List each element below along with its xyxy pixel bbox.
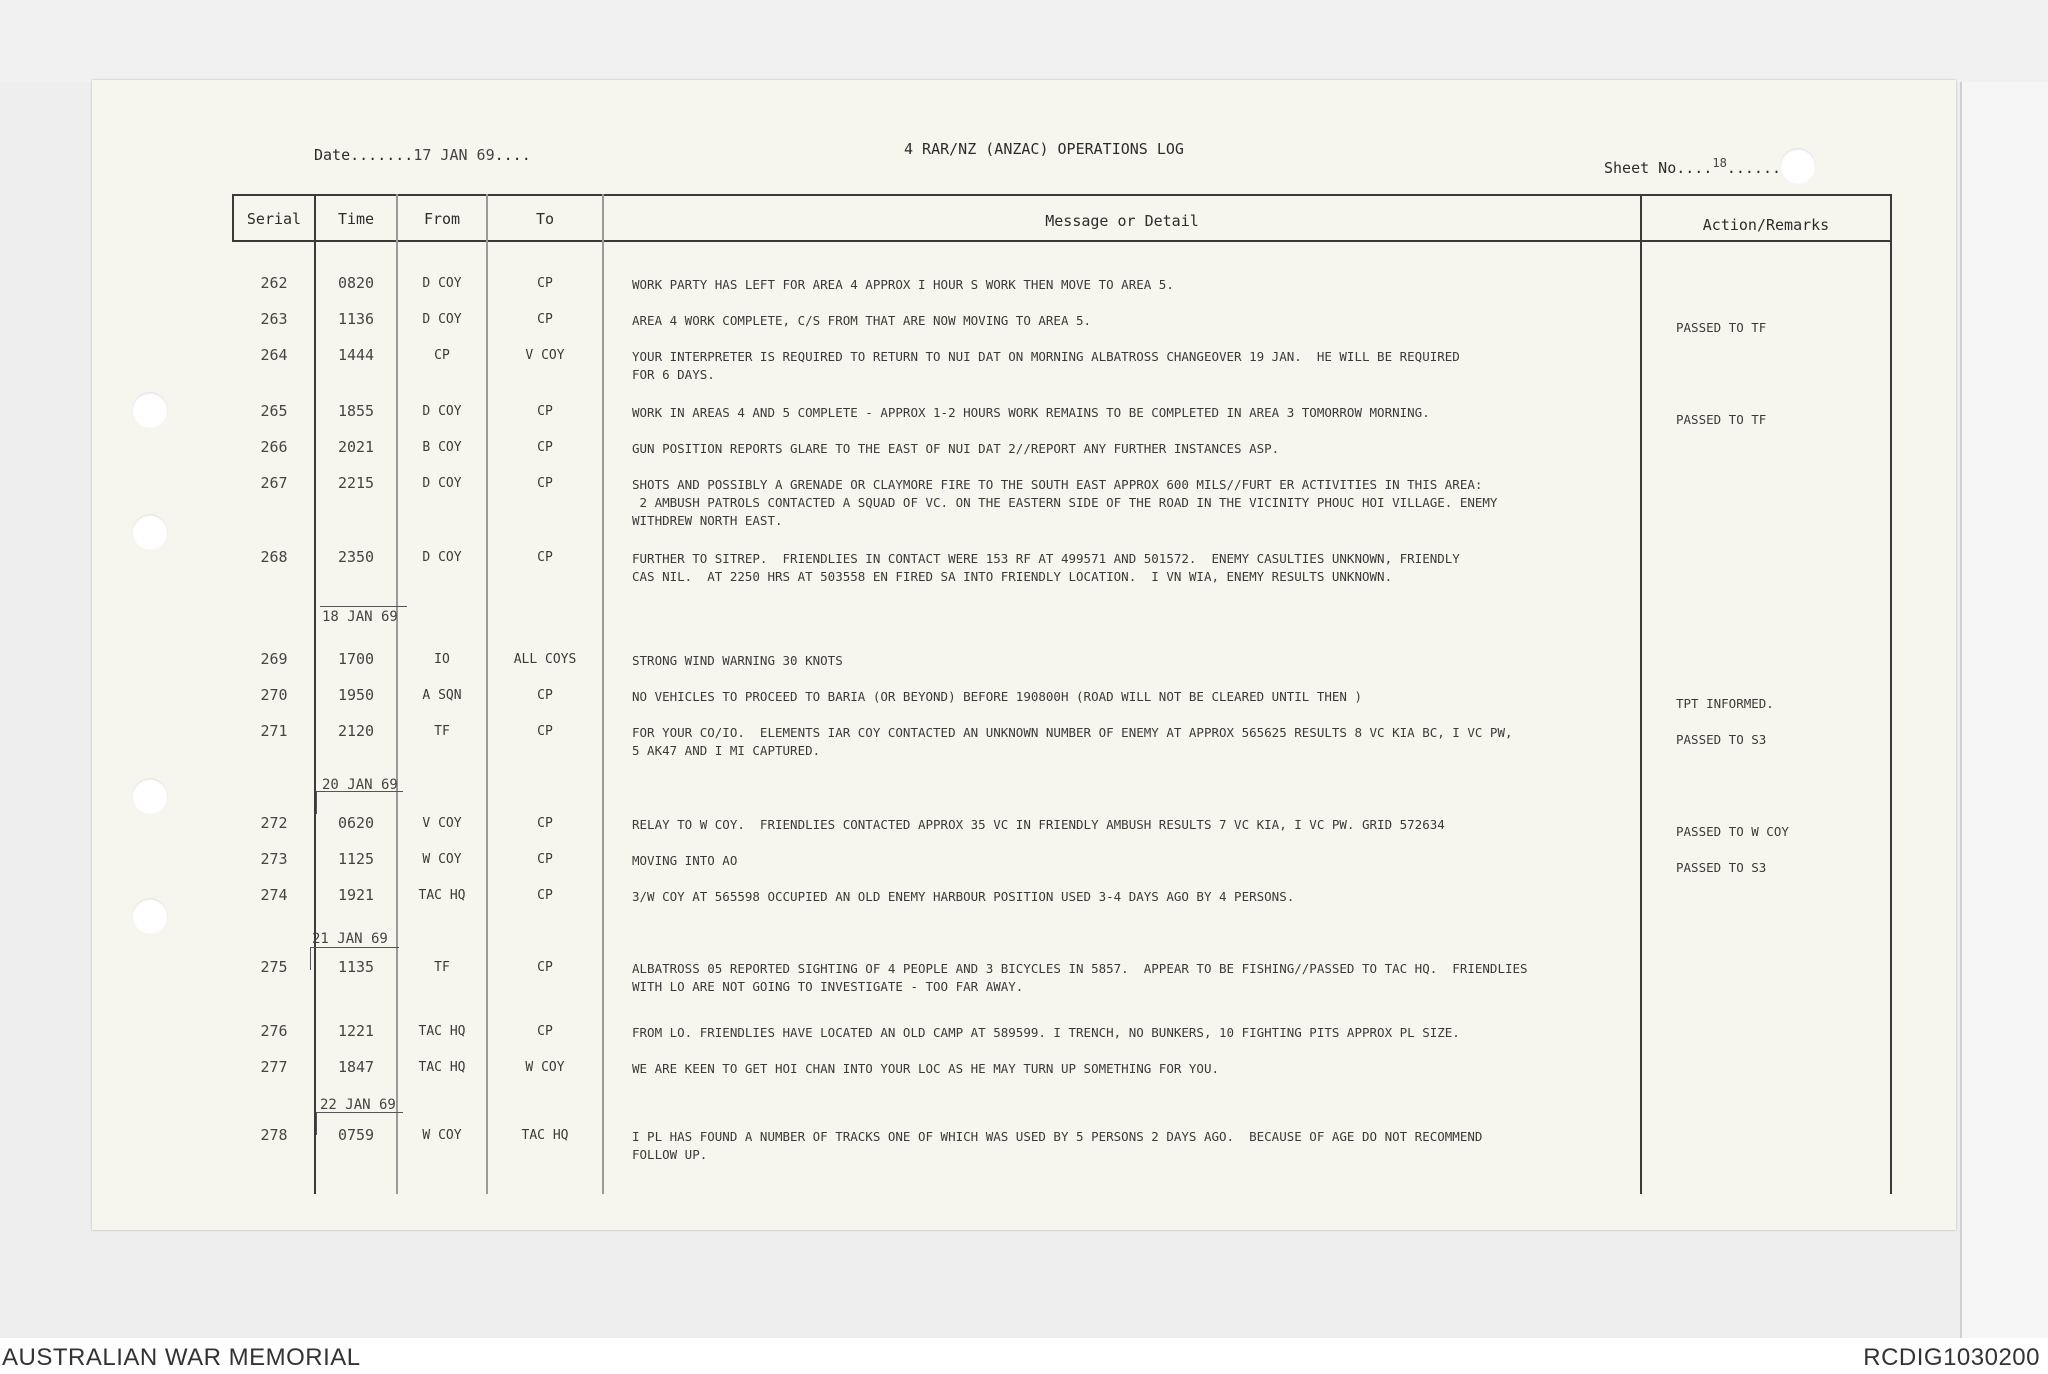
- entry-to: CP: [537, 476, 553, 491]
- entry-serial: 269: [260, 650, 288, 668]
- entry-time: 0820: [337, 274, 375, 292]
- entry-from: TF: [434, 960, 450, 975]
- punch-hole: [1780, 148, 1816, 184]
- entry-remark: PASSED TO S3: [1676, 860, 1767, 875]
- entry-to: CP: [537, 888, 553, 903]
- entry-serial: 266: [260, 438, 288, 456]
- entry-from: A SQN: [422, 688, 462, 703]
- entry-time: 0620: [337, 814, 375, 832]
- entry-serial: 264: [260, 346, 288, 364]
- entry-from: D COY: [422, 550, 462, 565]
- entry-serial: 272: [260, 814, 288, 832]
- entry-serial: 278: [260, 1126, 288, 1144]
- entry-message: 3/W COY AT 565598 OCCUPIED AN OLD ENEMY HARBOUR POSITION USED 3-4 DAYS AGO BY 4 PERSONS.: [632, 889, 1295, 904]
- column-divider: [1640, 194, 1642, 1194]
- entry-message: ALBATROSS 05 REPORTED SIGHTING OF 4 PEOPLE AND 3 BICYCLES IN 5857. APPEAR TO BE FISHING//PASSED TO TAC HQ. FRIENDLIES WITH LO ARE NOT GOING TO INVESTIGATE - TOO FAR AWAY.: [632, 961, 1528, 994]
- entry-time: 1855: [337, 402, 375, 420]
- entry-from: V COY: [422, 816, 462, 831]
- entry-message: GUN POSITION REPORTS GLARE TO THE EAST OF NUI DAT 2//REPORT ANY FURTHER INSTANCES ASP.: [632, 441, 1280, 456]
- entry-from: TAC HQ: [418, 888, 466, 903]
- column-header-time: Time: [337, 210, 375, 228]
- entry-serial: 276: [260, 1022, 288, 1040]
- entry-to: TAC HQ: [521, 1128, 569, 1143]
- entry-from: D COY: [422, 476, 462, 491]
- archive-credit: AUSTRALIAN WAR MEMORIAL: [2, 1344, 361, 1371]
- entry-time: 1136: [337, 310, 375, 328]
- entry-remark: PASSED TO TF: [1676, 320, 1767, 335]
- entry-serial: 268: [260, 548, 288, 566]
- entry-from: IO: [434, 652, 450, 667]
- entry-message: YOUR INTERPRETER IS REQUIRED TO RETURN TO NUI DAT ON MORNING ALBATROSS CHANGEOVER 19 JAN. HE WILL BE REQUIRED FOR 6 DAYS.: [632, 349, 1460, 382]
- punch-hole: [132, 392, 168, 428]
- entry-serial: 277: [260, 1058, 288, 1076]
- archive-reference: RCDIG1030200: [1863, 1344, 2040, 1371]
- date-label: Date.......: [314, 146, 414, 164]
- entry-to: CP: [537, 688, 553, 703]
- sheet-label: Sheet No.: [1604, 159, 1686, 177]
- entry-to: CP: [537, 276, 553, 291]
- date-separator: 20 JAN 69: [322, 777, 398, 793]
- entry-time: 1125: [337, 850, 375, 868]
- entry-remark: PASSED TO W COY: [1676, 824, 1789, 839]
- entry-message: WE ARE KEEN TO GET HOI CHAN INTO YOUR LOC AS HE MAY TURN UP SOMETHING FOR YOU.: [632, 1061, 1219, 1076]
- date-separator: 21 JAN 69: [312, 931, 388, 947]
- entry-serial: 274: [260, 886, 288, 904]
- entry-to: CP: [537, 1024, 553, 1039]
- entry-to: ALL COYS: [513, 652, 577, 667]
- scan-background-top: [0, 0, 2048, 82]
- punch-hole: [132, 778, 168, 814]
- date-separator-bracket: [316, 791, 403, 814]
- entry-serial: 273: [260, 850, 288, 868]
- entry-message: RELAY TO W COY. FRIENDLIES CONTACTED APPROX 35 VC IN FRIENDLY AMBUSH RESULTS 7 VC KIA, I VC PW. GRID 572634: [632, 817, 1445, 832]
- entry-from: TAC HQ: [418, 1060, 466, 1075]
- entry-message: SHOTS AND POSSIBLY A GRENADE OR CLAYMORE FIRE TO THE SOUTH EAST APPROX 600 MILS//FURT ER ACTIVITIES IN THIS AREA: 2 AMBUSH PATROLS CONTACTED A SQUAD OF VC. ON THE EASTERN SIDE OF THE ROAD IN THE VICINITY PHOUC HOI VILLAGE. ENEMY WITHDREW NORTH EAST.: [632, 477, 1498, 528]
- entry-from: D COY: [422, 276, 462, 291]
- entry-message: FURTHER TO SITREP. FRIENDLIES IN CONTACT WERE 153 RF AT 499571 AND 501572. ENEMY CASULTIES UNKNOWN, FRIENDLY CAS NIL. AT 2250 HRS AT 503558 EN FIRED SA INTO FRIENDLY LOCATION. I VN WIA, ENEMY RESULTS UNKNOWN.: [632, 551, 1460, 584]
- table-right-border: [1890, 194, 1892, 1194]
- column-divider: [602, 194, 604, 1194]
- entry-from: B COY: [422, 440, 462, 455]
- entry-message: I PL HAS FOUND A NUMBER OF TRACKS ONE OF WHICH WAS USED BY 5 PERSONS 2 DAYS AGO. BECAUSE OF AGE DO NOT RECOMMEND FOLLOW UP.: [632, 1129, 1483, 1162]
- date-separator-bracket: [316, 1112, 403, 1135]
- entry-from: TAC HQ: [418, 1024, 466, 1039]
- entry-message: AREA 4 WORK COMPLETE, C/S FROM THAT ARE NOW MOVING TO AREA 5.: [632, 313, 1092, 328]
- date-separator: 22 JAN 69: [320, 1097, 396, 1113]
- entry-time: 1921: [337, 886, 375, 904]
- entry-from: W COY: [422, 1128, 462, 1143]
- entry-from: D COY: [422, 312, 462, 327]
- scan-edge-line: [1960, 82, 1962, 1338]
- operations-log-sheet: [92, 80, 1956, 1230]
- entry-time: 2120: [337, 722, 375, 740]
- entry-time: 2021: [337, 438, 375, 456]
- entry-time: 0759: [337, 1126, 375, 1144]
- date-separator-underline: [320, 606, 407, 607]
- entry-serial: 270: [260, 686, 288, 704]
- entry-to: CP: [537, 852, 553, 867]
- date-value: 17 JAN 69: [413, 146, 495, 164]
- entry-from: D COY: [422, 404, 462, 419]
- column-header-from: From: [423, 210, 461, 228]
- entry-message: NO VEHICLES TO PROCEED TO BARIA (OR BEYOND) BEFORE 190800H (ROAD WILL NOT BE CLEARED UNTIL THEN ): [632, 689, 1362, 704]
- log-title: 4 RAR/NZ (ANZAC) OPERATIONS LOG: [904, 140, 1184, 158]
- sheet-number-field: Sheet No....$^{18}$......: [1604, 156, 1782, 177]
- entry-to: V COY: [525, 348, 565, 363]
- entry-message: WORK PARTY HAS LEFT FOR AREA 4 APPROX I HOUR S WORK THEN MOVE TO AREA 5.: [632, 277, 1174, 292]
- scan-right-edge: [1962, 82, 2048, 1338]
- entry-message: WORK IN AREAS 4 AND 5 COMPLETE - APPROX 1-2 HOURS WORK REMAINS TO BE COMPLETED IN AREA 3 TOMORROW MORNING.: [632, 405, 1430, 420]
- entry-to: CP: [537, 440, 553, 455]
- column-header-message: Message or Detail: [1045, 212, 1199, 230]
- entry-from: TF: [434, 724, 450, 739]
- date-separator: 18 JAN 69: [322, 609, 398, 625]
- entry-to: CP: [537, 816, 553, 831]
- entry-time: 1847: [337, 1058, 375, 1076]
- date-field: Date.......17 JAN 69....: [314, 146, 531, 164]
- entry-to: CP: [537, 960, 553, 975]
- sheet-value: 18: [1712, 156, 1727, 170]
- entry-time: 1444: [337, 346, 375, 364]
- entry-message: MOVING INTO AO: [632, 853, 738, 868]
- punch-hole: [132, 514, 168, 550]
- entry-time: 1950: [337, 686, 375, 704]
- entry-to: CP: [537, 550, 553, 565]
- column-header-serial: Serial: [246, 210, 302, 228]
- entry-remark: PASSED TO TF: [1676, 412, 1767, 427]
- entry-to: CP: [537, 404, 553, 419]
- entry-to: W COY: [525, 1060, 565, 1075]
- column-header-remarks: Action/Remarks: [1702, 216, 1830, 234]
- entry-to: CP: [537, 724, 553, 739]
- table-header-border: [232, 240, 1892, 242]
- date-separator-bracket: [310, 947, 399, 970]
- entry-serial: 267: [260, 474, 288, 492]
- table-top-border: [232, 194, 1892, 196]
- entry-from: W COY: [422, 852, 462, 867]
- entry-time: 1221: [337, 1022, 375, 1040]
- entry-remark: PASSED TO S3: [1676, 732, 1767, 747]
- entry-serial: 265: [260, 402, 288, 420]
- entry-time: 1135: [337, 958, 375, 976]
- column-header-to: To: [535, 210, 555, 228]
- entry-message: FOR YOUR CO/IO. ELEMENTS IAR COY CONTACTED AN UNKNOWN NUMBER OF ENEMY AT APPROX 565625 RESULTS 8 VC KIA BC, I VC PW, 5 AK47 AND I MI CAPTURED.: [632, 725, 1513, 758]
- entry-serial: 262: [260, 274, 288, 292]
- entry-time: 2350: [337, 548, 375, 566]
- entry-from: CP: [434, 348, 450, 363]
- entry-serial: 263: [260, 310, 288, 328]
- entry-remark: TPT INFORMED.: [1676, 696, 1774, 711]
- entry-serial: 275: [260, 958, 288, 976]
- entry-message: STRONG WIND WARNING 30 KNOTS: [632, 653, 843, 668]
- entry-serial: 271: [260, 722, 288, 740]
- entry-to: CP: [537, 312, 553, 327]
- punch-hole: [132, 898, 168, 934]
- entry-time: 1700: [337, 650, 375, 668]
- entry-time: 2215: [337, 474, 375, 492]
- entry-message: FROM LO. FRIENDLIES HAVE LOCATED AN OLD CAMP AT 589599. I TRENCH, NO BUNKERS, 10 FIGHTING PITS APPROX PL SIZE.: [632, 1025, 1460, 1040]
